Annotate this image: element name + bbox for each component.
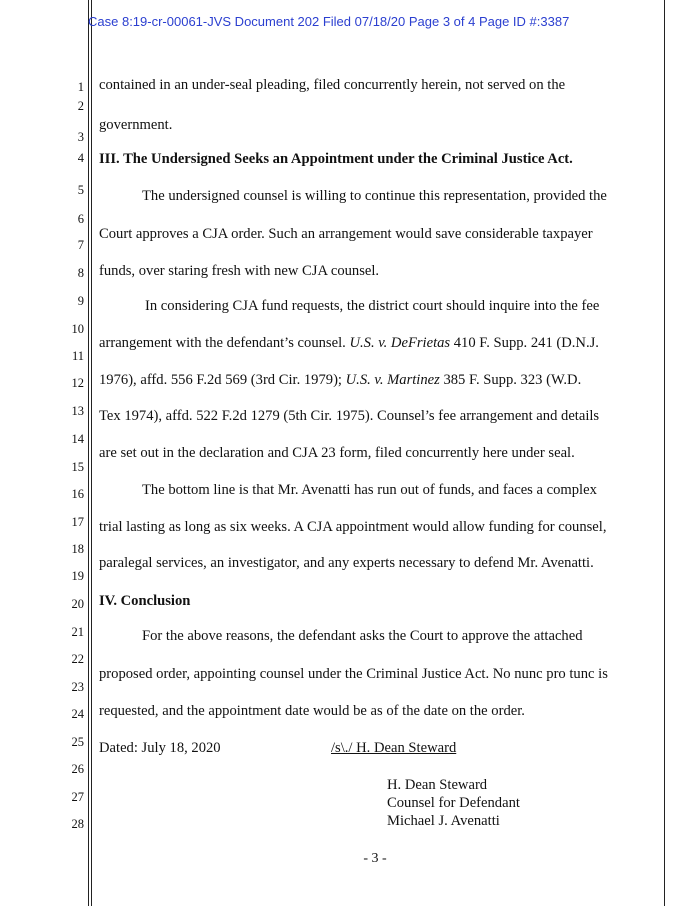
body-text: arrangement with the defendant’s counsel. [99,335,350,351]
body-line-with-citation [99,372,581,389]
client-name: Michael J. Avenatti [387,813,500,829]
body-line: are set out in the declaration and CJA 23 form, filed concurrently here under seal. [99,445,575,461]
body-line: The undersigned counsel is willing to continue this representation, provided the [142,188,607,204]
right-margin-rule [664,0,665,906]
case-header: Case 8:19-cr-00061-JVS Document 202 Filed 07/18/20 Page 3 of 4 Page ID #:3387 [88,14,570,29]
body-line: In considering CJA fund requests, the district court should inquire into the fee [145,298,600,314]
body-line: proposed order, appointing counsel under the Criminal Justice Act. No nunc pro tunc is [99,666,608,682]
body-line: Court approves a CJA order. Such an arrangement would save considerable taxpayer [99,226,593,242]
line-number: 4 [77,151,84,165]
body-line: For the above reasons, the defendant asks the Court to approve the attached [142,628,583,644]
body-text: 1976), affd. 556 F.2d 569 (3rd Cir. 1979); [99,372,346,388]
line-number: 8 [77,266,84,280]
section-heading: IV. Conclusion [99,593,191,609]
line-number: 18 [71,542,84,556]
case-citation: U.S. v. Martinez [345,372,440,388]
line-number: 9 [77,294,84,308]
line-number: 1 [77,80,84,94]
line-number: 19 [71,569,84,583]
case-citation: U.S. v. DeFrietas [349,335,451,351]
line-number: 17 [71,515,84,529]
line-number: 5 [77,183,84,197]
body-line: requested, and the appointment date would be as of the date on the order. [99,703,525,719]
date-line: Dated: July 18, 2020 [99,740,221,756]
line-number: 6 [77,212,84,226]
line-number: 23 [71,680,84,694]
body-line: contained in an under-seal pleading, filed concurrently herein, not served on the [99,77,566,93]
line-number: 22 [71,652,84,666]
line-number: 26 [71,762,84,776]
body-line: paralegal services, an investigator, and any experts necessary to defend Mr. Avenatti. [99,555,594,571]
signer-role: Counsel for Defendant [387,795,520,811]
page-number: - 3 - [363,851,387,866]
left-margin-rule-2 [91,0,92,906]
line-number: 2 [77,99,84,113]
line-number: 7 [77,238,84,252]
body-line: funds, over staring fresh with new CJA counsel. [99,263,380,279]
line-number: 28 [71,817,84,831]
left-margin-rule-1 [88,0,89,906]
body-line: The bottom line is that Mr. Avenatti has run out of funds, and faces a complex [142,482,597,498]
line-number: 27 [71,790,84,804]
line-number: 15 [71,460,84,474]
signer-name: H. Dean Steward [387,777,488,793]
line-number: 13 [71,404,84,418]
body-text: 410 F. Supp. 241 (D.N.J. [450,335,599,351]
body-line: government. [99,117,173,133]
electronic-signature: /s\./ H. Dean Steward [331,740,457,756]
line-number: 14 [71,432,84,446]
body-line-with-citation [99,335,599,352]
body-text: 385 F. Supp. 323 (W.D. [439,372,582,388]
line-number: 16 [71,487,84,501]
line-number: 25 [71,735,84,749]
line-number: 12 [71,376,84,390]
body-line: trial lasting as long as six weeks. A CJA appointment would allow funding for counsel, [99,519,607,535]
line-number: 20 [71,597,84,611]
line-number: 10 [71,322,84,336]
line-number: 3 [77,130,84,144]
section-heading: III. The Undersigned Seeks an Appointment under the Criminal Justice Act. [99,151,573,167]
body-line: Tex 1974), affd. 522 F.2d 1279 (5th Cir. 1975). Counsel’s fee arrangement and details [99,408,600,424]
line-number: 21 [71,625,84,639]
line-number: 24 [71,707,84,721]
line-number: 11 [71,349,84,363]
